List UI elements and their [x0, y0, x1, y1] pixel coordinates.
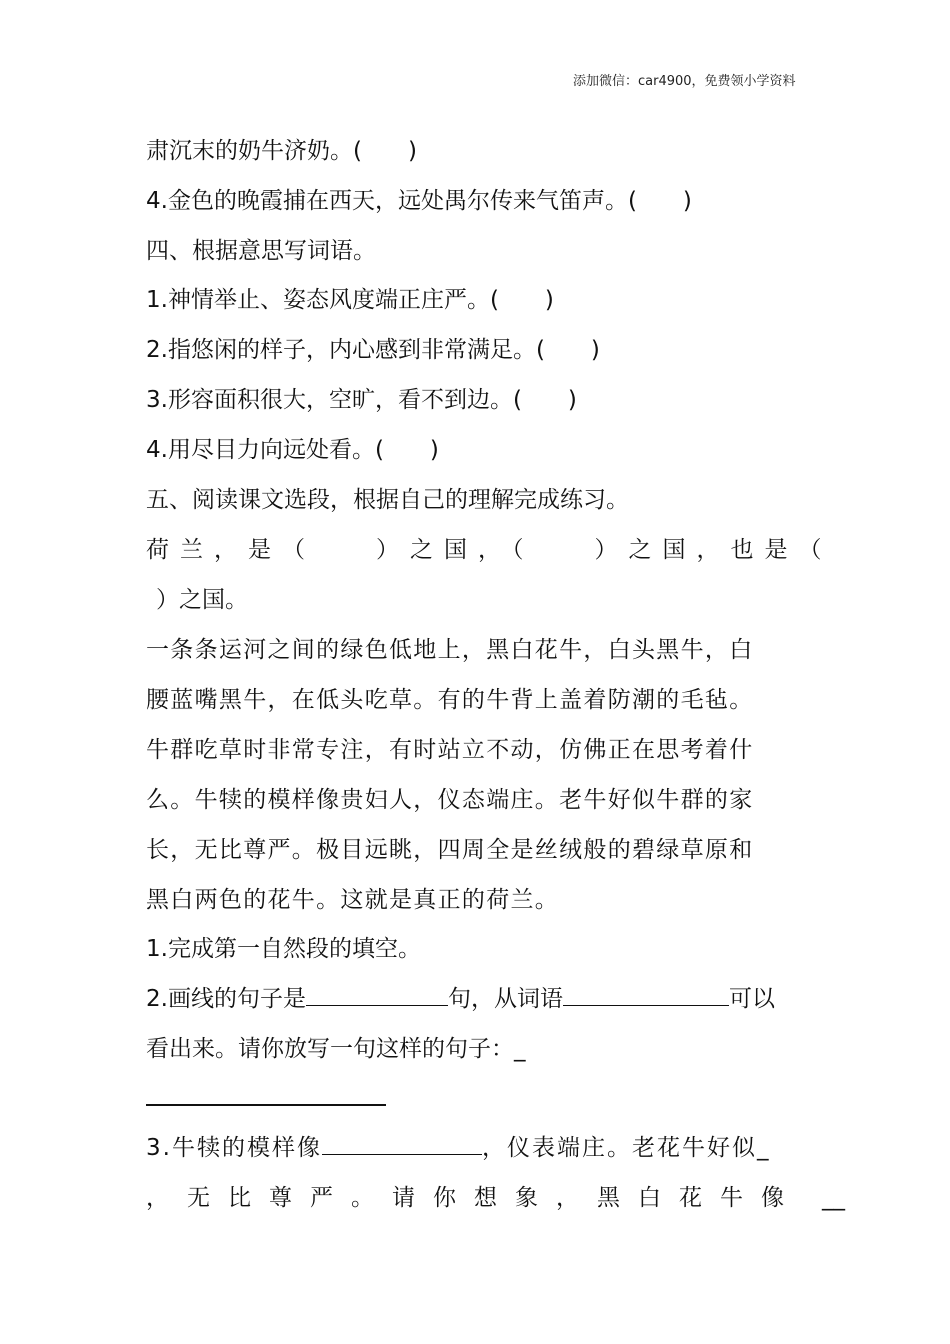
answer-line[interactable] — [146, 1104, 386, 1106]
section-4-item-3: 3.形容面积很大，空旷，看不到边。( ) — [146, 387, 577, 413]
section-5-title: 五、阅读课文选段，根据自己的理解完成练习。 — [146, 487, 629, 513]
section-4-item-1: 1.神情举止、姿态风度端正庄严。( ) — [146, 287, 554, 313]
question-3-text-c: ，无比尊严。请你想象，黑白花牛像 — [146, 1185, 802, 1211]
section-4-item-2: 2.指悠闲的样子，内心感到非常满足。( ) — [146, 337, 600, 363]
fill-text-4: ）之国。 — [156, 587, 248, 613]
question-2-text-a: 2.画线的句子是 — [146, 986, 306, 1012]
question-3-text-b: ，仪表端庄。老花牛好似_ — [481, 1135, 771, 1161]
question-3-continuation: 肃沉末的奶牛济奶。( ) — [146, 138, 417, 164]
passage-line-2: 腰蓝嘴黑牛，在低头吃草。有的牛背上盖着防潮的毛毡。 — [146, 687, 754, 713]
fill-in-line-2 — [150, 583, 814, 617]
question-1: 1.完成第一自然段的填空。 — [146, 936, 421, 962]
watermark-text: 添加微信：car4900，免费领小学资料 — [573, 74, 796, 89]
passage-line-1: 一条条运河之间的绿色低地上，黑白花牛，白头黑牛，白 — [146, 637, 754, 663]
passage-line-5: 长，无比尊严。极目远眺，四周全是丝绒般的碧绿草原和 — [146, 837, 754, 863]
passage-line-4: 么。牛犊的模样像贵妇人，仪态端庄。老牛好似牛群的家 — [146, 787, 754, 813]
fill-text-2: ）之国，（ — [376, 537, 535, 563]
fill-text-3: ）之国，也是（ — [594, 537, 833, 563]
question-3-line-1 — [146, 1131, 810, 1165]
section-4-title: 四、根据意思写词语。 — [146, 238, 376, 264]
question-2-blank-2[interactable] — [563, 983, 729, 1006]
question-2-blank-1[interactable] — [306, 983, 448, 1006]
question-3-text-d: __ — [822, 1185, 845, 1211]
question-3-line-2 — [146, 1181, 845, 1215]
passage-line-3: 牛群吃草时非常专注，有时站立不动，仿佛正在思考着什 — [146, 737, 754, 763]
question-2-text-c: 可以 — [728, 986, 775, 1012]
question-3-blank-1[interactable] — [322, 1132, 482, 1155]
question-2-line-1 — [146, 982, 810, 1016]
question-3-item-4: 4.金色的晚霞捕在西天，远处禺尔传来气笛声。( ) — [146, 188, 692, 214]
question-3-text-a: 3.牛犊的模样像 — [146, 1135, 322, 1161]
fill-text-1: 荷兰，是（ — [146, 537, 316, 563]
section-4-item-4: 4.用尽目力向远处看。( ) — [146, 437, 439, 463]
question-2-text-b: 句，从词语 — [447, 986, 563, 1012]
passage-line-6: 黑白两色的花牛。这就是真正的荷兰。 — [146, 887, 560, 913]
fill-in-line-1 — [146, 533, 833, 567]
question-2-line-2: 看出来。请你放写一句这样的句子：_ — [146, 1036, 526, 1062]
